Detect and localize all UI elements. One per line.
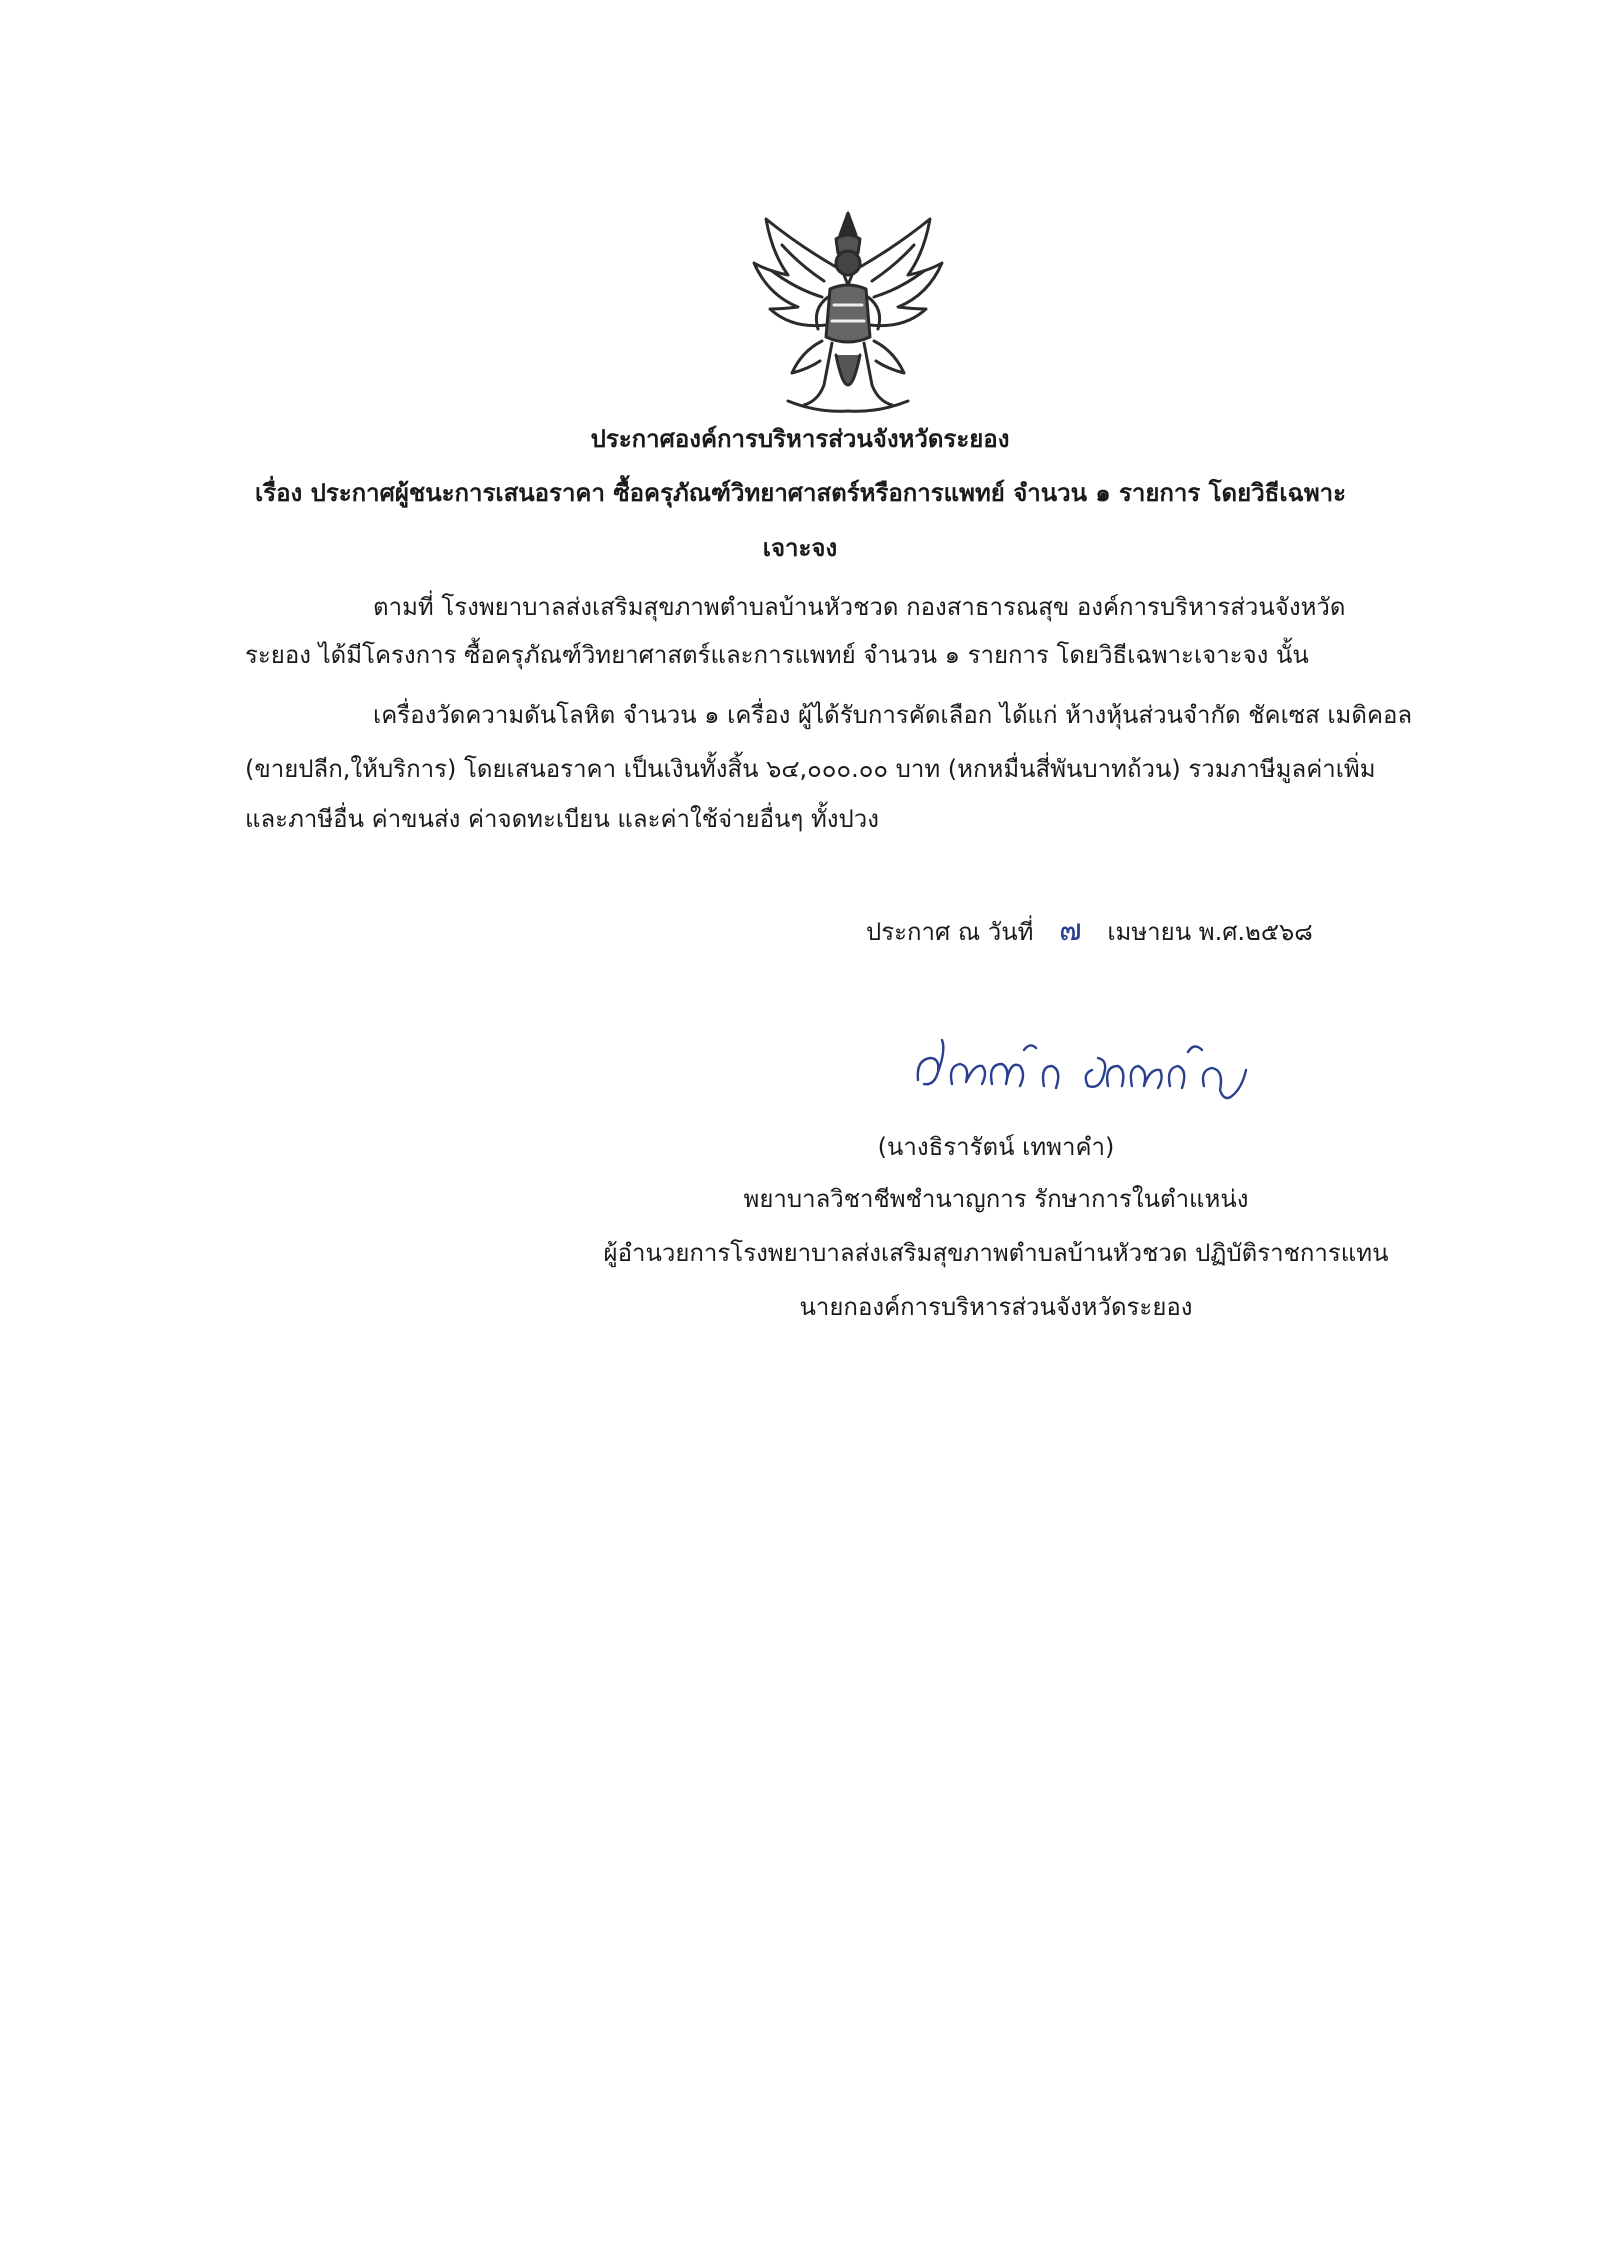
paragraph-2-line-3: และภาษีอื่น ค่าขนส่ง ค่าจดทะเบียน และค่าใช้จ่ายอื่นๆ ทั้งปวง bbox=[245, 805, 879, 833]
subject-line-2: เจาะจง bbox=[762, 534, 838, 562]
garuda-emblem-icon bbox=[748, 205, 948, 420]
announcement-date bbox=[866, 914, 1313, 949]
paragraph-1-line-2: ระยอง ได้มีโครงการ ซื้อครุภัณฑ์วิทยาศาสตร์และการแพทย์ จำนวน ๑ รายการ โดยวิธีเฉพาะเจาะจง นั้น bbox=[245, 641, 1309, 669]
subject-line-1: เรื่อง ประกาศผู้ชนะการเสนอราคา ซื้อครุภัณฑ์วิทยาศาสตร์หรือการแพทย์ จำนวน ๑ รายการ โดยวิธีเฉพาะ bbox=[255, 479, 1347, 507]
signer-name: (นางธิรารัตน์ เทพาคำ) bbox=[877, 1133, 1115, 1161]
date-prefix: ประกาศ ณ วันที่ bbox=[866, 918, 1034, 946]
date-month-year: เมษายน พ.ศ.๒๕๖๘ bbox=[1107, 918, 1313, 946]
date-day: ๗ bbox=[1059, 913, 1082, 948]
paragraph-2-line-1: เครื่องวัดความดันโลหิต จำนวน ๑ เครื่อง ผู้ได้รับการคัดเลือก ได้แก่ ห้างหุ้นส่วนจำกัด ชัคเซส เมดิคอล bbox=[373, 701, 1413, 729]
paragraph-2-line-2: (ขายปลีก,ให้บริการ) โดยเสนอราคา เป็นเงินทั้งสิ้น ๖๔,๐๐๐.๐๐ บาท (หกหมื่นสี่พันบาทถ้วน) รวมภาษีมูลค่าเพิ่ม bbox=[245, 755, 1376, 783]
handwritten-signature bbox=[912, 1030, 1272, 1110]
paragraph-1-line-1: ตามที่ โรงพยาบาลส่งเสริมสุขภาพตำบลบ้านหัวชวด กองสาธารณสุข องค์การบริหารส่วนจังหวัด bbox=[373, 593, 1346, 621]
signer-position-1: พยาบาลวิชาชีพชำนาญการ รักษาการในตำแหน่ง bbox=[743, 1185, 1249, 1213]
signer-position-3: นายกองค์การบริหารส่วนจังหวัดระยอง bbox=[799, 1293, 1193, 1321]
agency-title: ประกาศองค์การบริหารส่วนจังหวัดระยอง bbox=[590, 425, 1010, 453]
signer-position-2: ผู้อำนวยการโรงพยาบาลส่งเสริมสุขภาพตำบลบ้านหัวชวด ปฏิบัติราชการแทน bbox=[603, 1239, 1389, 1267]
